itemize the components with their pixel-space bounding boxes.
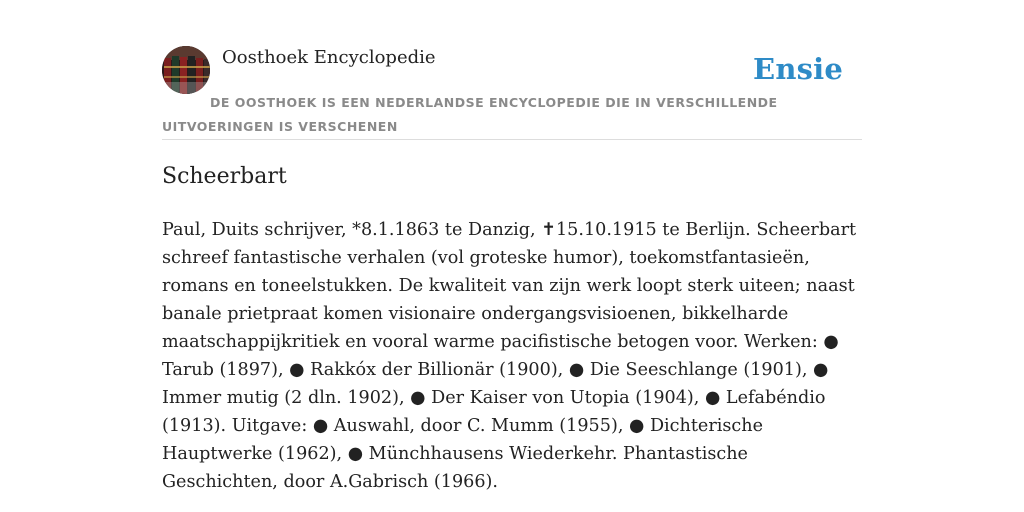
entry-title: Scheerbart	[162, 164, 287, 189]
site-tagline: DE OOSTHOEK IS EEN NEDERLANDSE ENCYCLOPEDIE DIE IN VERSCHILLENDE UITVOERINGEN IS VERSCHENEN	[162, 95, 778, 134]
header-divider	[162, 139, 862, 140]
encyclopedia-books-icon[interactable]	[162, 46, 210, 94]
entry-body: Paul, Duits schrijver, *8.1.1863 te Danzig, ✝15.10.1915 te Berlijn. Scheerbart schreef fantastische verhalen (vol groteske humor), toekomstfantasieën, romans en toneelstukken. De kwaliteit van zijn werk loopt sterk uiteen; naast banale prietpraat komen visionaire ondergangsvisioenen, bikkelharde maatschappijkritiek en vooral warme pacifistische betogen voor. Werken: ● Tarub (1897), ● Rakkóx der Billionär (1900), ● Die Seeschlange (1901), ● Immer mutig (2 dln. 1902), ● Der Kaiser von Utopia (1904), ● Lefabéndio (1913). Uitgave: ● Auswahl, door C. Mumm (1955), ● Dichterische Hauptwerke (1962), ● Münchhausens Wiederkehr. Phantastische Geschichten, door A.Gabrisch (1966).	[162, 220, 857, 492]
brand-logo[interactable]: Ensie	[753, 52, 843, 86]
site-title[interactable]: Oosthoek Encyclopedie	[222, 47, 436, 68]
